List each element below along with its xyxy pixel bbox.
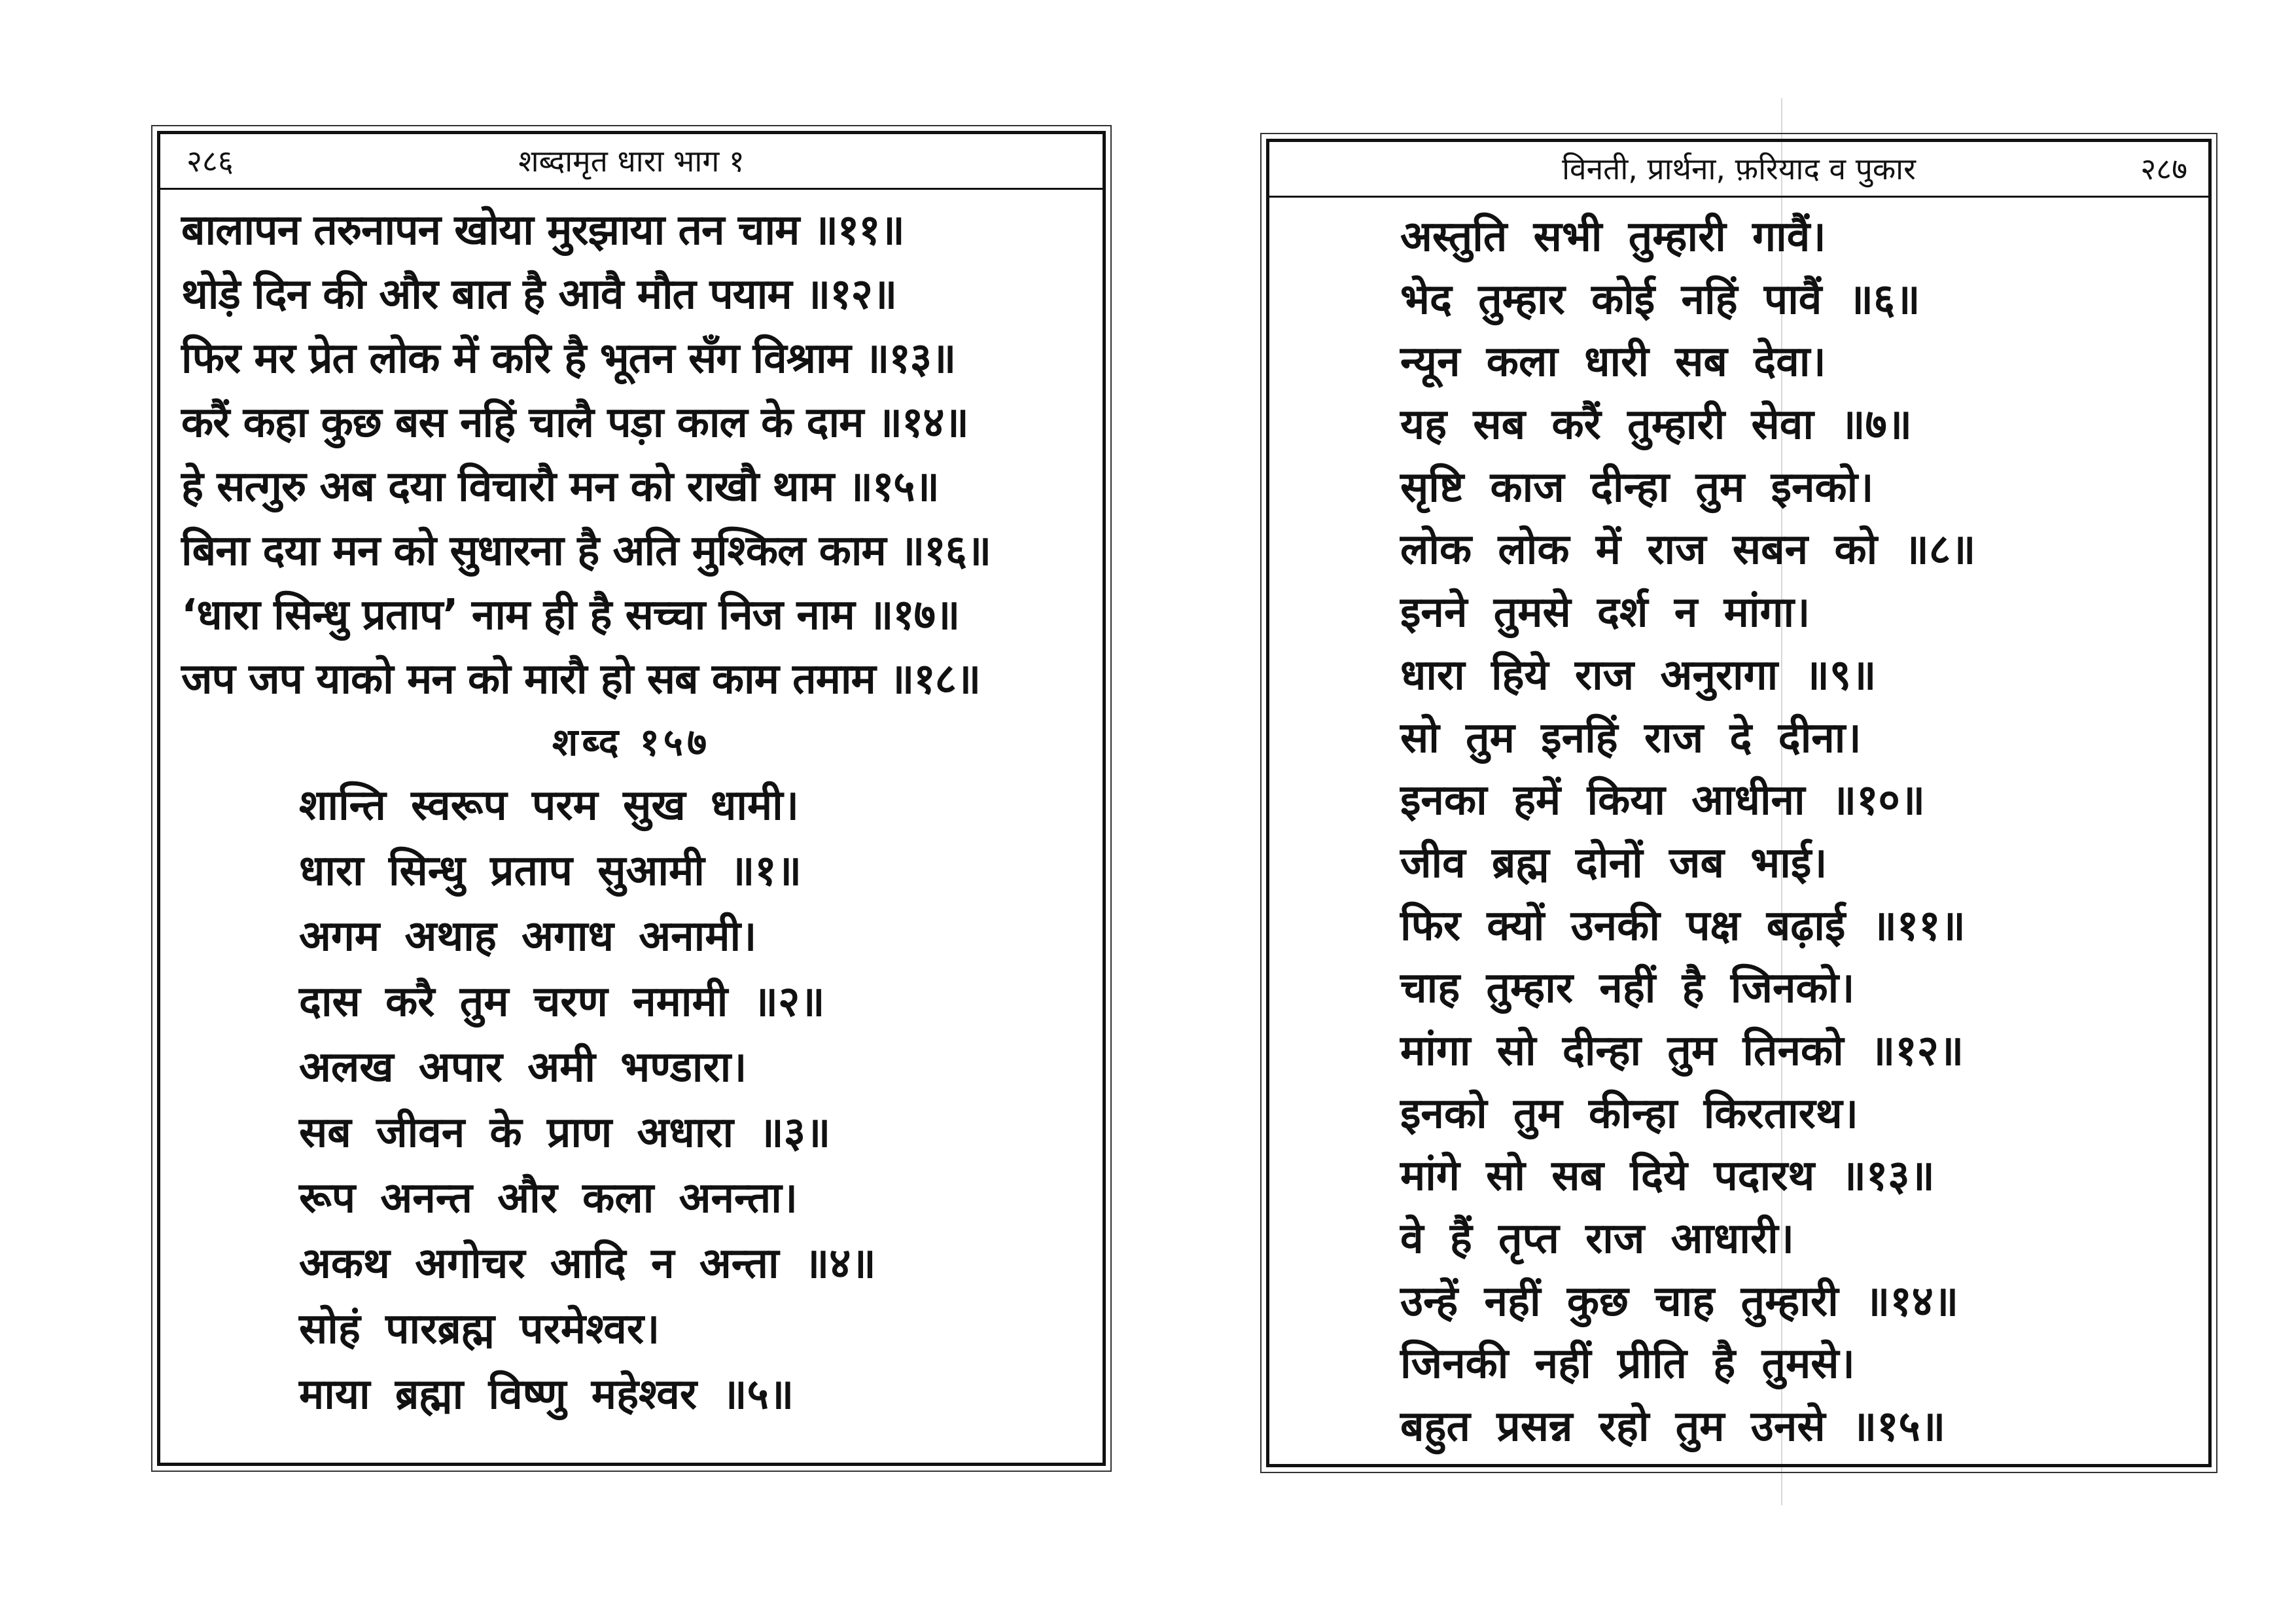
verse-line: करैं कहा कुछ बस नहिं चालै पड़ा काल के दाम ॥१४॥ xyxy=(181,399,968,447)
verse-line: जप जप याको मन को मारौ हो सब काम तमाम ॥१८॥ xyxy=(181,655,981,704)
chaupai-line: धारा सिन्धु प्रताप सुआमी ॥१॥ xyxy=(299,847,802,895)
verse-line: हे सत्गुरु अब दया विचारौ मन को राखौ थाम ॥१५॥ xyxy=(181,463,939,511)
chaupai-line: फिर क्यों उनकी पक्ष बढ़ाई ॥११॥ xyxy=(1400,901,1966,950)
chaupai-line: उन्हें नहीं कुछ चाह तुम्हारी ॥१४॥ xyxy=(1400,1277,1959,1326)
left-page-header xyxy=(160,134,1103,190)
right-running-head: विनती, प्रार्थना, फ़रियाद व पुकार xyxy=(1562,151,1916,187)
chaupai-line: सोहं पारब्रह्म परमेश्वर। xyxy=(299,1305,660,1353)
chaupai-line: जिनकी नहीं प्रीति है तुमसे। xyxy=(1400,1340,1855,1389)
left-page-number: २८६ xyxy=(186,143,234,179)
chaupai-line: दास करै तुम चरण नमामी ॥२॥ xyxy=(299,978,825,1026)
chaupai-line: इनने तुमसे दर्श न मांगा। xyxy=(1400,588,1810,637)
verse-line: बालापन तरुनापन खोया मुरझाया तन चाम ॥११॥ xyxy=(181,206,904,255)
verse-line: बिना दया मन को सुधारना है अति मुश्किल काम ॥१६॥ xyxy=(181,527,991,575)
chaupai-line: न्यून कला धारी सब देवा। xyxy=(1400,338,1826,387)
chaupai-line: सृष्टि काज दीन्हा तुम इनको। xyxy=(1400,463,1874,512)
chaupai-line: मांगा सो दीन्हा तुम तिनको ॥१२॥ xyxy=(1400,1026,1964,1075)
chaupai-line: अकथ अगोचर आदि न अन्ता ॥४॥ xyxy=(299,1240,876,1288)
chaupai-line: शान्ति स्वरूप परम सुख धामी। xyxy=(299,781,800,830)
chaupai-line: अस्तुति सभी तुम्हारी गावैं। xyxy=(1400,213,1826,261)
chaupai-line: इनको तुम कीन्हा किरतारथ। xyxy=(1400,1089,1858,1138)
chaupai-line: सो तुम इनहिं राज दे दीना। xyxy=(1400,713,1862,762)
chaupai-line: इनका हमें किया आधीना ॥१०॥ xyxy=(1400,776,1926,825)
chaupai-line: वे हैं तृप्त राज आधारी। xyxy=(1400,1215,1794,1263)
chaupai-line: रूप अनन्त और कला अनन्ता। xyxy=(299,1174,798,1222)
chaupai-line: धारा हिये राज अनुरागा ॥९॥ xyxy=(1400,651,1877,700)
verse-line: ‘धारा सिन्धु प्रताप’ नाम ही है सच्चा निज नाम ॥१७॥ xyxy=(181,591,960,639)
chaupai-line: यह सब करैं तुम्हारी सेवा ॥७॥ xyxy=(1400,401,1913,450)
left-running-head: शब्दामृत धारा भाग १ xyxy=(518,143,745,179)
right-page-number: २८७ xyxy=(2140,151,2187,187)
chaupai-line: अलख अपार अमी भण्डारा। xyxy=(299,1043,747,1092)
verse-line: थोड़े दिन की और बात है आवै मौत पयाम ॥१२॥ xyxy=(181,270,897,319)
right-page xyxy=(1266,139,2212,1467)
chaupai-line: चाह तुम्हार नहीं है जिनको। xyxy=(1400,964,1855,1013)
chaupai-line: जीव ब्रह्म दोनों जब भाई। xyxy=(1400,838,1828,887)
chaupai-line: भेद तुम्हार कोई नहिं पावैं ॥६॥ xyxy=(1400,275,1920,324)
left-page xyxy=(157,131,1106,1466)
chaupai-line: अगम अथाह अगाध अनामी। xyxy=(299,912,757,961)
chaupai-line: मांगे सो सब दिये पदारथ ॥१३॥ xyxy=(1400,1152,1935,1201)
chaupai-line: सब जीवन के प्राण अधारा ॥३॥ xyxy=(299,1109,831,1157)
right-page-header xyxy=(1269,142,2208,198)
right-page-body xyxy=(1269,206,2208,1459)
chaupai-line: लोक लोक में राज सबन को ॥८॥ xyxy=(1400,526,1976,575)
shabd-title: शब्द १५७ xyxy=(552,720,711,764)
chaupai-line: बहुत प्रसन्न रहो तुम उनसे ॥१५॥ xyxy=(1400,1402,1946,1452)
left-page-body xyxy=(160,198,1103,1427)
verse-line: फिर मर प्रेत लोक में करि है भूतन सँग विश्राम ॥१३॥ xyxy=(181,334,956,383)
chaupai-line: माया ब्रह्मा विष्णु महेश्वर ॥५॥ xyxy=(299,1370,794,1419)
